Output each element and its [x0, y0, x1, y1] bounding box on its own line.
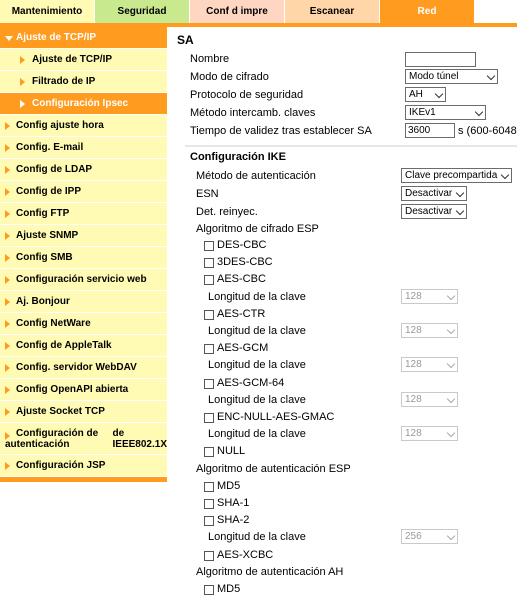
chevron-down-icon [447, 326, 455, 334]
ah-auth-title: Algoritmo de autenticación AH [196, 565, 344, 578]
sidebar-item-ieee8021x[interactable] [0, 423, 167, 455]
chevron-down-icon [5, 36, 13, 41]
sidebar-item[interactable] [0, 357, 167, 379]
arrow-right-icon [5, 232, 10, 240]
arrow-right-icon [5, 166, 10, 174]
chevron-down-icon [447, 360, 455, 368]
sidebar-item-label: Ajuste Socket TCP [16, 406, 105, 417]
protocolo-value: AH [409, 89, 423, 100]
esp-cipher-title: Algoritmo de cifrado ESP [196, 223, 319, 235]
sidebar-item[interactable] [0, 115, 167, 137]
protocolo-select[interactable] [405, 87, 446, 102]
key-length-label: Longitud de la clave [208, 531, 306, 544]
tab-red[interactable]: Red [380, 0, 474, 23]
key-length-label: Longitud de la clave [208, 290, 306, 303]
sidebar-item[interactable] [0, 159, 167, 181]
auth-method-label: Método de autenticación [196, 170, 316, 182]
sidebar-item-tcpip-group[interactable] [0, 27, 167, 49]
nombre-label: Nombre [190, 53, 230, 65]
sidebar-item[interactable] [0, 313, 167, 335]
esp-sha1-label: SHA-1 [217, 497, 250, 509]
key-length-select[interactable] [401, 323, 458, 338]
key-length-select[interactable] [401, 357, 458, 372]
auth-method-select[interactable] [401, 168, 512, 183]
arrow-right-icon [20, 78, 25, 86]
esp-aes-xcbc-checkbox[interactable] [204, 551, 214, 561]
key-length-value: 128 [405, 359, 422, 371]
key-length-label: Longitud de la clave [208, 325, 306, 337]
chevron-down-icon [447, 291, 455, 299]
sidebar-item-label: Config NetWare [16, 318, 91, 329]
sidebar-item-label: Config SMB [16, 252, 73, 263]
aes-ctr-label: AES-CTR [217, 307, 266, 320]
chevron-down-icon [487, 72, 495, 80]
arrow-right-icon [5, 462, 10, 470]
tab-mantenimiento[interactable]: Mantenimiento [0, 0, 94, 23]
enc-null-aes-gmac-checkbox[interactable] [204, 413, 214, 423]
esp-md5-checkbox[interactable] [204, 482, 214, 492]
arrow-right-icon [5, 320, 10, 328]
esp-sha2-checkbox[interactable] [204, 516, 214, 526]
key-length-select[interactable] [401, 392, 458, 407]
sidebar-item-label: Config. E-mail [16, 142, 84, 153]
sidebar-item-label: Ajuste SNMP [16, 230, 79, 241]
sidebar-item-label: Configuración JSP [16, 460, 106, 471]
sidebar-item[interactable] [0, 291, 167, 313]
chevron-down-icon [447, 429, 455, 437]
reinyec-select[interactable] [401, 204, 467, 219]
reinyec-value: Desactivar [405, 206, 453, 217]
key-length-value: 128 [405, 325, 422, 336]
chevron-down-icon [456, 189, 464, 197]
sidebar-item[interactable] [0, 269, 167, 291]
aes-gcm-64-label: AES-GCM-64 [217, 376, 285, 389]
sidebar-item-label: Ajuste de TCP/IP [32, 54, 113, 65]
chevron-down-icon [456, 207, 464, 215]
sidebar-bottom-bar [0, 477, 167, 482]
sidebar-item-label: Config ajuste hora [16, 120, 104, 131]
chevron-down-icon [447, 532, 455, 540]
arrow-right-icon [5, 276, 10, 284]
key-length-value: 128 [405, 428, 422, 440]
arrow-right-icon [5, 210, 10, 218]
arrow-right-icon [5, 342, 10, 350]
sidebar-item[interactable] [0, 379, 167, 401]
key-length-select[interactable] [401, 289, 458, 304]
tab-conf-impre[interactable]: Conf d impre [190, 0, 284, 23]
sidebar-item-label: Config FTP [16, 208, 70, 219]
aes-gcm-label: AES-GCM [217, 342, 269, 355]
nombre-input[interactable] [405, 52, 476, 67]
sidebar-item-label: Configuración servicio web [16, 274, 147, 285]
key-length-value: 128 [405, 393, 422, 405]
key-length-select[interactable] [401, 529, 458, 544]
key-length-value: 128 [405, 290, 422, 302]
ah-md5-checkbox[interactable] [204, 585, 214, 595]
enc-null-aes-gmac-label: ENC-NULL-AES-GMAC [217, 411, 335, 423]
arrow-right-icon [5, 254, 10, 262]
reinyec-label: Det. reinyec. [196, 206, 258, 218]
sidebar-item-label: Filtrado de IP [32, 76, 96, 87]
aes-cbc-label: AES-CBC [217, 273, 266, 286]
ah-md5-label: MD5 [217, 583, 241, 595]
des-cbc-checkbox[interactable] [204, 241, 214, 251]
arrow-right-icon [5, 408, 10, 416]
sidebar [0, 27, 167, 482]
key-length-label: Longitud de la clave [208, 359, 306, 372]
tiempo-validez-label: Tiempo de validez tras establecer SA [190, 125, 372, 137]
sidebar-item[interactable] [0, 247, 167, 269]
arrow-right-icon [5, 122, 10, 130]
auth-method-value: Clave precompartida [405, 170, 498, 181]
des-cbc-label: DES-CBC [217, 239, 267, 251]
protocolo-label: Protocolo de seguridad [190, 89, 304, 101]
tiempo-validez-input[interactable]: 3600 [405, 123, 455, 138]
sidebar-item-label: Config de LDAP [16, 164, 93, 175]
top-tabs [0, 0, 517, 23]
sidebar-item[interactable] [0, 137, 167, 159]
key-length-label: Longitud de la clave [208, 393, 306, 406]
sidebar-item[interactable] [0, 401, 167, 423]
null-checkbox[interactable] [204, 447, 214, 457]
null-label: NULL [217, 445, 246, 458]
chevron-down-icon [435, 90, 443, 98]
modo-cifrado-value: Modo túnel [409, 71, 459, 82]
arrow-right-icon [5, 144, 10, 152]
esp-auth-title: Algoritmo de autenticación ESP [196, 462, 351, 475]
sidebar-item-label-line2: de IEEE802.1X [112, 428, 167, 450]
arrow-right-icon [20, 100, 25, 108]
key-length-label: Longitud de la clave [208, 428, 306, 441]
esp-aes-xcbc-label: AES-XCBC [217, 548, 274, 561]
esn-label: ESN [196, 188, 219, 200]
sidebar-item-tcpip[interactable] [0, 49, 167, 71]
modo-cifrado-select[interactable] [405, 69, 498, 84]
chevron-down-icon [447, 395, 455, 403]
aes-gcm-64-checkbox[interactable] [204, 379, 214, 389]
3des-cbc-label: 3DES-CBC [217, 256, 273, 269]
arrow-right-icon [5, 432, 10, 440]
arrow-right-icon [5, 364, 10, 372]
esp-md5-label: MD5 [217, 479, 241, 492]
tiempo-validez-range: s (600-6048 [458, 125, 517, 137]
divider [185, 145, 517, 147]
sidebar-item[interactable] [0, 181, 167, 203]
section-title-sa: SA [177, 33, 194, 47]
aes-gcm-checkbox[interactable] [204, 344, 214, 354]
sidebar-item-label: Config de IPP [16, 186, 81, 197]
sidebar-item-label: Configuración Ipsec [32, 98, 129, 109]
sidebar-item[interactable] [0, 335, 167, 357]
metodo-intercambio-value: IKEv1 [409, 107, 436, 118]
chevron-down-icon [475, 108, 483, 116]
sidebar-item-label: Config de AppleTalk [16, 340, 112, 351]
sidebar-item-label: Ajuste de TCP/IP [16, 32, 97, 43]
aes-ctr-checkbox[interactable] [204, 310, 214, 320]
sidebar-item-ipsec[interactable] [0, 93, 167, 115]
esp-sha1-checkbox[interactable] [204, 499, 214, 509]
esn-value: Desactivar [405, 188, 453, 199]
arrow-right-icon [5, 386, 10, 394]
sidebar-item[interactable] [0, 203, 167, 225]
sidebar-item-label: Config. servidor WebDAV [16, 362, 137, 373]
sidebar-item-label: Config OpenAPI abierta [16, 384, 129, 395]
sidebar-item[interactable] [0, 225, 167, 247]
tab-seguridad[interactable]: Seguridad [95, 0, 189, 23]
key-length-select[interactable] [401, 426, 458, 441]
esn-select[interactable] [401, 186, 467, 201]
sidebar-item-label: Configuración de autenticación [5, 428, 99, 450]
aes-cbc-checkbox[interactable] [204, 275, 214, 285]
arrow-right-icon [20, 56, 25, 64]
esp-sha2-label: SHA-2 [217, 514, 250, 527]
sidebar-item-label: Aj. Bonjour [16, 296, 70, 307]
chevron-down-icon [501, 171, 509, 179]
metodo-intercambio-select[interactable] [405, 105, 486, 120]
sidebar-item-ip-filter[interactable] [0, 71, 167, 93]
metodo-intercambio-label: Método intercamb. claves [190, 107, 316, 119]
arrow-right-icon [5, 188, 10, 196]
key-length-value: 256 [405, 531, 422, 543]
arrow-right-icon [5, 298, 10, 306]
sidebar-item-jsp[interactable] [0, 455, 167, 477]
tab-escanear[interactable]: Escanear [285, 0, 379, 23]
modo-cifrado-label: Modo de cifrado [190, 71, 269, 83]
3des-cbc-checkbox[interactable] [204, 258, 214, 268]
section-title-ike: Configuración IKE [190, 151, 286, 163]
